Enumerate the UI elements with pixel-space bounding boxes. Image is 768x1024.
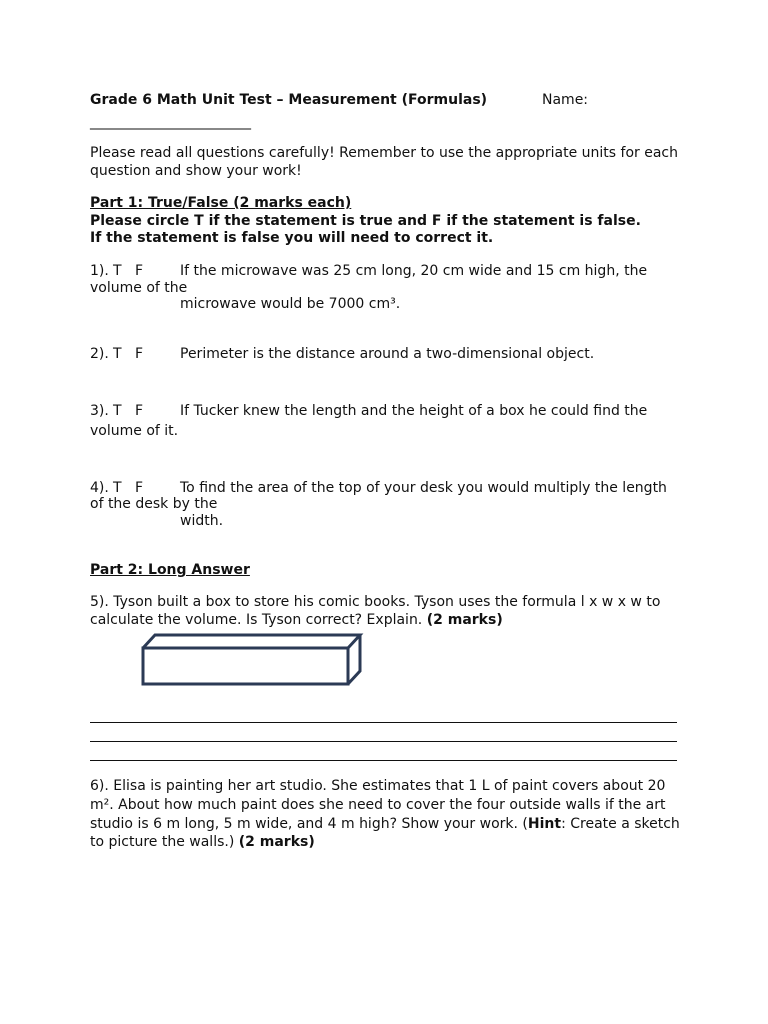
answer-line[interactable] bbox=[90, 760, 677, 761]
question-6-marks: (2 marks) bbox=[238, 834, 315, 850]
part2-heading: Part 2: Long Answer bbox=[90, 562, 250, 578]
question-number: 2). bbox=[90, 346, 109, 362]
question-6-text-c: to picture the walls.) bbox=[90, 834, 239, 850]
question-6-line-3 bbox=[90, 816, 680, 833]
question-6-line-4 bbox=[90, 834, 315, 851]
question-number: 4). bbox=[90, 480, 109, 496]
question-6-line-2: m². About how much paint does she need to cover the four outside walls if the art bbox=[90, 797, 666, 813]
question-1-line-3: microwave would be 7000 cm³. bbox=[180, 296, 401, 312]
false-option[interactable]: F bbox=[135, 480, 144, 496]
name-blank-line[interactable]: _______________________ bbox=[90, 114, 251, 130]
question-5-text: calculate the volume. Is Tyson correct? Explain. bbox=[90, 612, 427, 628]
false-option[interactable]: F bbox=[135, 263, 144, 279]
question-4 bbox=[90, 480, 667, 497]
test-title: Grade 6 Math Unit Test – Measurement (Formulas) bbox=[90, 92, 488, 108]
question-text: If the microwave was 25 cm long, 20 cm wide and 15 cm high, the bbox=[180, 263, 648, 279]
question-3 bbox=[90, 403, 647, 420]
instructions-line-2: question and show your work! bbox=[90, 163, 302, 179]
question-5-line-1: 5). Tyson built a box to store his comic books. Tyson uses the formula l x w x w to bbox=[90, 594, 661, 610]
question-6-line-1: 6). Elisa is painting her art studio. She estimates that 1 L of paint covers about 20 bbox=[90, 778, 666, 794]
question-2 bbox=[90, 346, 594, 363]
part1-direction-2: If the statement is false you will need to correct it. bbox=[90, 230, 494, 246]
part1-heading: Part 1: True/False (2 marks each) bbox=[90, 195, 352, 211]
part1-direction-1: Please circle T if the statement is true and F if the statement is false. bbox=[90, 213, 641, 229]
question-1 bbox=[90, 263, 647, 280]
question-text: To find the area of the top of your desk you would multiply the length bbox=[180, 480, 667, 496]
true-option[interactable]: T bbox=[113, 480, 122, 496]
prism-top-face bbox=[143, 635, 360, 648]
question-text: If Tucker knew the length and the height of a box he could find the bbox=[180, 403, 648, 419]
rectangular-prism-figure bbox=[138, 630, 368, 692]
false-option[interactable]: F bbox=[135, 346, 144, 362]
question-number: 1). bbox=[90, 263, 109, 279]
true-option[interactable]: T bbox=[113, 263, 122, 279]
question-1-line-2: volume of the bbox=[90, 280, 188, 296]
prism-front-face bbox=[143, 648, 348, 684]
answer-line[interactable] bbox=[90, 722, 677, 723]
question-4-line-2: of the desk by the bbox=[90, 496, 218, 512]
question-5-line-2 bbox=[90, 612, 503, 629]
name-label: Name: bbox=[542, 92, 589, 108]
hint-label: Hint bbox=[527, 816, 562, 832]
question-4-line-3: width. bbox=[180, 513, 224, 529]
true-option[interactable]: T bbox=[113, 346, 122, 362]
question-6-text-b: : Create a sketch bbox=[561, 816, 680, 832]
false-option[interactable]: F bbox=[135, 403, 144, 419]
question-number: 3). bbox=[90, 403, 109, 419]
question-text: Perimeter is the distance around a two-dimensional object. bbox=[180, 346, 595, 362]
question-3-line-2: volume of it. bbox=[90, 423, 179, 439]
instructions-line-1: Please read all questions carefully! Remember to use the appropriate units for each bbox=[90, 145, 678, 161]
true-option[interactable]: T bbox=[113, 403, 122, 419]
question-6-text-a: studio is 6 m long, 5 m wide, and 4 m high? Show your work. ( bbox=[90, 816, 528, 832]
question-5-marks: (2 marks) bbox=[426, 612, 503, 628]
answer-line[interactable] bbox=[90, 741, 677, 742]
